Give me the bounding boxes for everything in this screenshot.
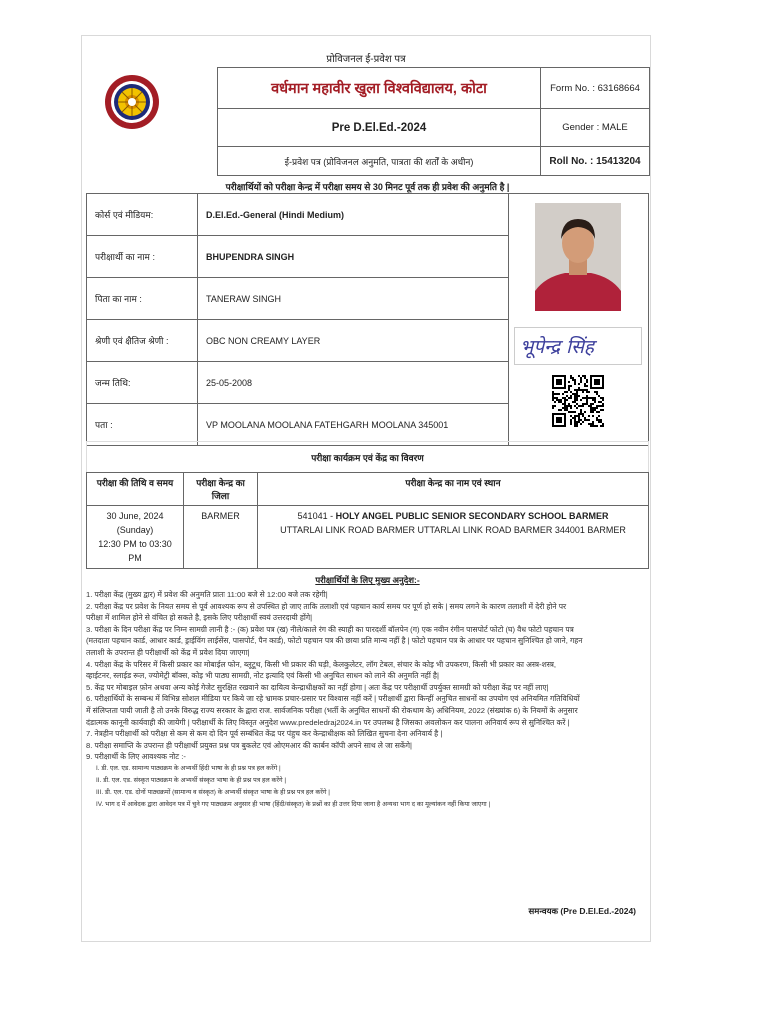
col-date-header: परीक्षा की तिथि व समय: [87, 473, 184, 506]
center-code: 541041 -: [297, 511, 336, 521]
exam-center-cell: [258, 506, 649, 569]
instruction-line: तलाशी के उपरान्त ही परीक्षार्थी को केंद्र में प्रवेश दिया जाएगा|: [86, 647, 250, 657]
instruction-line: परीक्षा में शामिल होने से वंचित हो सकते है, इसके लिए परीक्षार्थी स्वयं उत्तरदायी होंगे|: [86, 613, 313, 623]
instruction-line: 7. नेत्रहीन परीक्षार्थी को परीक्षा से कम से कम दो दिन पूर्व सम्बंधित केंद्र पर पंहुच कर केन्द्राधीक्षक को लिखित सुचना देना अनिवार्य है |: [86, 729, 443, 739]
note-line: I. डी. एल. एड. सामान्य पाठ्यक्रम के अभ्यर्थी हिंदी भाषा के ही प्रश्न पत्र हल करेंगे |: [96, 764, 281, 772]
info-value: BHUPENDRA SINGH: [198, 236, 509, 278]
instruction-line: 1. परीक्षा केंद्र (मुख्य द्वार) में प्रवेश की अनुमति प्रातः 11:00 बजे से 12:00 बजे तक रहेगी|: [86, 590, 328, 599]
coordinator-signature: समन्वयक (Pre D.El.Ed.-2024): [528, 906, 636, 916]
instruction-line: में संलिप्तता पायी जाती है तो उनके विरुद्ध राज्य सरकार के द्वारा राज. सार्वजनिक परीक्षा (भर्ती के अनुचित साधनों की रोकथाम के) अधिनियम, 2022 (संख्यांक 6) के नियमों के अनुसार: [86, 705, 578, 715]
info-label: परीक्षार्थी का नाम :: [87, 236, 198, 278]
exam-day: (Sunday): [116, 525, 154, 535]
signature-box: [514, 327, 642, 365]
center-address: UTTARLAI LINK ROAD BARMER UTTARLAI LINK ROAD BARMER 344001 BARMER: [280, 525, 626, 535]
info-value: 25-05-2008: [198, 362, 509, 404]
instruction-line: 8. परीक्षा समाप्ति के उपरान्त ही परीक्षार्थी प्रयुक्त प्रश्न पत्र बुकलेट एवं ओएमआर की कार्बन कॉपी अपने साथ ले जा सकेंगे|: [86, 740, 412, 750]
info-label: पता :: [87, 404, 198, 446]
form-number: Form No. : 63168664: [541, 68, 650, 109]
exam-date-cell: [87, 506, 184, 569]
instruction-line: 5. केंद्र पर मोबाइल फ़ोन अथवा अन्य कोई गेजेट सुरक्षित रखवाने का दायित्व केन्द्राधीक्षकों का नहीं होगा | अतः केंद्र पर परीक्षार्थी उपर्युक्त सामग्री को परीक्षा केंद्र पर नहीं लाए|: [86, 682, 549, 692]
admit-description: ई-प्रवेश पत्र (प्रोविजनल अनुमति, पात्रता की शर्तों के अधीन): [218, 147, 541, 176]
info-value: TANERAW SINGH: [198, 278, 509, 320]
exam-section-title: परीक्षा कार्यक्रम एवं केंद्र का विवरण: [311, 453, 424, 463]
instruction-line: 9. परीक्षार्थी के लिए आवश्यक नोट :-: [86, 752, 186, 762]
document-title: प्रोविजनल ई-प्रवेश पत्र: [326, 54, 406, 65]
instruction-line: दंडात्मक कानूनी कार्यवाही की जायेगी | परीक्षार्थी के लिए विस्तृत अनुदेश www.predeledraj2024.in पर उपलब्ध है जिसका अवलोकन कर पालना अनिवार्य रूप से सुनिश्चित करें |: [86, 717, 570, 727]
info-label: पिता का नाम :: [87, 278, 198, 320]
exam-time: 12:30 PM to 03:30 PM: [98, 539, 172, 563]
instructions-title: परीक्षार्थियों के लिए मुख्य अनुदेश:-: [315, 575, 420, 585]
instructions-list: [86, 589, 648, 811]
note-line: II. डी. एल. एड. संस्कृत पाठ्यक्रम के अभ्यर्थी संस्कृत भाषा के ही प्रश्न पत्र हल करेंगे |: [96, 776, 287, 784]
col-district-header: परीक्षा केन्द्र का जिला: [184, 473, 258, 506]
instruction-line: 4. परीक्षा केंद्र के परिसर में किसी प्रकार का मोबाईल फोन, ब्लूटूथ, किसी भी प्रकार की घड़ी, केलकुलेटर, लॉग टेबल, संचार के कोइ भी उपकरण, किसी भी प्रकार का अस्त्र-शस्त्र,: [86, 659, 557, 669]
roll-number: Roll No. : 15413204: [541, 147, 650, 176]
qr-code-icon: [552, 375, 604, 427]
info-value: D.El.Ed.-General (Hindi Medium): [198, 194, 509, 236]
gender: Gender : MALE: [541, 109, 650, 147]
instruction-line: 3. परीक्षा के दिन परीक्षा केंद्र पर निम्न सामग्री लानी है :- (क) प्रवेश पत्र (ख) नीले/काले रंग की स्याही का पारदर्शी बॉलपेन (ग) एक नवीन रंगीन पासपोर्ट फोटो (घ) वैध फोटो पहचान पत्र: [86, 624, 574, 634]
center-name: HOLY ANGEL PUBLIC SENIOR SECONDARY SCHOOL BARMER: [335, 511, 609, 521]
person-photo-icon: [535, 203, 621, 311]
candidate-photo: [535, 203, 621, 311]
col-center-header: परीक्षा केन्द्र का नाम एवं स्थान: [258, 473, 649, 506]
instruction-line: 6. परीक्षार्थियों के सम्बन्ध में विभिन्न सोशल मीडिया पर किये जा रहे भ्रामक प्रचार-प्रसार पर विश्वास नहीं करें | परीक्षार्थी द्वारा किन्हीं अनुचित साधनों का उपयोग एवं अनियमित गतिविधियों: [86, 694, 580, 704]
exam-name: Pre D.El.Ed.-2024: [218, 109, 541, 147]
info-value: VP MOOLANA MOOLANA FATEHGARH MOOLANA 345001: [198, 404, 509, 446]
entry-note: परीक्षार्थियों को परीक्षा केन्द्र में परीक्षा समय से 30 मिनट पूर्व तक ही प्रवेश की अनुमति है |: [225, 182, 510, 192]
info-label: श्रेणी एवं क्षैतिज श्रेणी :: [87, 320, 198, 362]
exam-date: 30 June, 2024: [106, 511, 164, 521]
exam-district: BARMER: [184, 506, 258, 569]
exam-section-header: [86, 441, 649, 472]
qr-code: [552, 375, 604, 427]
instruction-line: 2. परीक्षा केंद्र पर प्रवेश के नियत समय से पूर्व आवश्यक रूप से उपस्थित हो जाए ताकि तलाशी एवं पहचान कार्य समय पर पूर्ण हो सके | समय लगने के कारण तलाशी में देरी होने पर: [86, 601, 567, 611]
instruction-line: व्हाईटनर, स्लाईड रूल, ज्योमेट्री बॉक्स, कोइ भी पाठ्य सामग्री, नोट इत्यादि एवं किसी भी अनुचित साधन को लाने की अनुमति नहीं है|: [86, 671, 439, 681]
header-table: [100, 67, 650, 176]
info-label: जन्म तिथि:: [87, 362, 198, 404]
university-name: वर्धमान महावीर खुला विश्वविद्यालय, कोटा: [218, 68, 541, 109]
note-line: IV. भाग द में आवेदक द्वारा आवेदन पत्र में चुने गए पाठ्यक्रम अनुसार ही भाषा (हिंदी/संस्कृत) के प्रश्नों का ही उत्तर दिया जाना है अन्यथा भाग द का मूल्यांकन नहीं किया जाएगा |: [96, 800, 491, 808]
candidate-signature: भूपेन्द्र सिंह: [520, 336, 595, 358]
info-value: OBC NON CREAMY LAYER: [198, 320, 509, 362]
instruction-line: (मतदाता पहचान कार्ड, आधार कार्ड, ड्राईविंग लाईसेंस, पासपोर्ट, पैन कार्ड), फोटो पहचान पत्र की छाया प्रति मान्य नहीं है | फोटो पहचान पत्र के आधार पर पहचान सुनिश्चित हो जाने, गहन: [86, 636, 583, 646]
note-line: III. डी. एल. एड. दोनों पाठ्यक्रमों (सामान्य व संस्कृत) के अभ्यर्थी संस्कृत भाषा के ही प्रश्न पत्र हल करेंगे |: [96, 788, 330, 796]
info-label: कोर्स एवं मीडियम:: [87, 194, 198, 236]
exam-table: [86, 472, 649, 569]
